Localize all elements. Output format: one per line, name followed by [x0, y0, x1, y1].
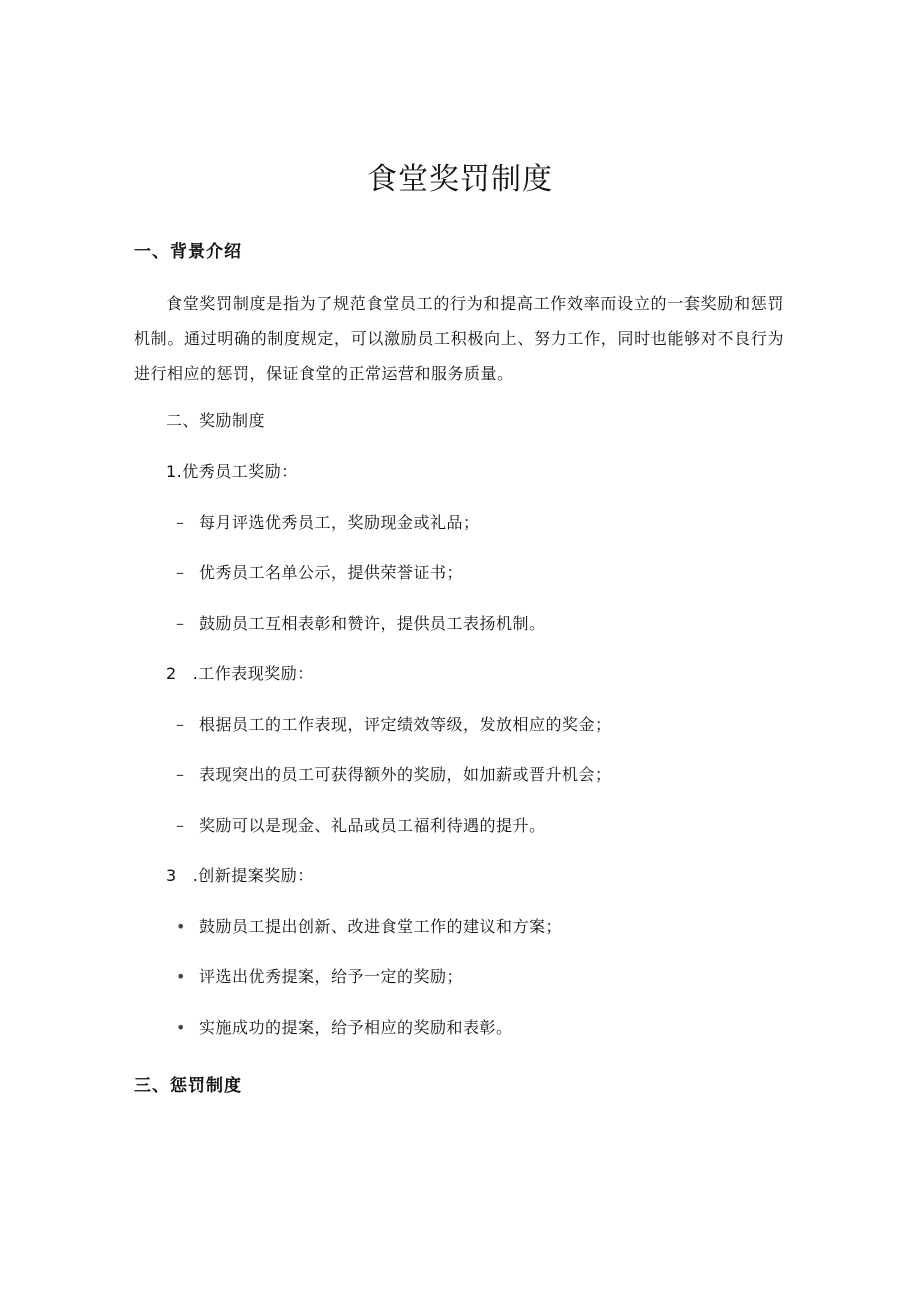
list-item-text: 实施成功的提案，给予相应的奖励和表彰。 — [199, 1018, 513, 1037]
list-item-text: 评选出优秀提案，给予一定的奖励； — [199, 967, 464, 986]
group-number: 3 — [166, 866, 177, 885]
list-item-text: 鼓励员工提出创新、改进食堂工作的建议和方案； — [199, 917, 563, 936]
bullet-marker: • — [176, 1018, 186, 1037]
dash-marker: – — [176, 513, 185, 532]
dash-marker: – — [176, 715, 185, 734]
list-item — [176, 915, 562, 939]
section-heading-rewards: 二、奖励制度 — [166, 411, 266, 430]
group-title: .创新提案奖励： — [192, 866, 314, 885]
document-title: 食堂奖罚制度 — [367, 162, 553, 197]
section-heading-background: 一、背景介绍 — [134, 242, 242, 262]
list-item-text: 表现突出的员工可获得额外的奖励，如加薪或晋升机会； — [199, 765, 612, 784]
list-item-text: 优秀员工名单公示，提供荣誉证书； — [199, 563, 464, 582]
list-item-text: 奖励可以是现金、礼品或员工福利待遇的提升。 — [199, 816, 546, 835]
list-item-text: 每月评选优秀员工，奖励现金或礼品； — [199, 513, 480, 532]
list-item-text: 鼓励员工互相表彰和赞许，提供员工表扬机制。 — [199, 614, 546, 633]
list-item-text: 根据员工的工作表现，评定绩效等级，发放相应的奖金； — [199, 715, 612, 734]
group-title: .工作表现奖励： — [192, 664, 314, 683]
dash-marker: – — [176, 614, 185, 633]
list-item — [176, 763, 612, 787]
reward-group-3-title — [166, 864, 314, 888]
section-heading-penalties: 三、惩罚制度 — [134, 1076, 242, 1096]
dash-marker: – — [176, 765, 185, 784]
reward-group-1-title — [166, 460, 298, 484]
dash-marker: – — [176, 816, 185, 835]
background-paragraph: 食堂奖罚制度是指为了规范食堂员工的行为和提高工作效率而设立的一套奖励和惩罚机制。通过明确的制度规定，可以激励员工积极向上、努力工作，同时也能够对不良行为进行相应的惩罚，保证食堂的正常运营和服务质量。 — [134, 294, 784, 383]
bullet-marker: • — [176, 967, 186, 986]
group-number: 2 — [166, 664, 177, 683]
list-item — [176, 814, 546, 838]
list-item — [176, 612, 546, 636]
group-title: 优秀员工奖励： — [182, 462, 298, 481]
group-number: 1. — [166, 462, 183, 481]
list-item — [176, 511, 480, 535]
list-item — [176, 965, 463, 989]
dash-marker: – — [176, 563, 185, 582]
bullet-marker: • — [176, 917, 186, 936]
list-item — [176, 1016, 513, 1040]
list-item — [176, 713, 612, 737]
list-item — [176, 561, 463, 585]
reward-group-2-title — [166, 662, 314, 686]
